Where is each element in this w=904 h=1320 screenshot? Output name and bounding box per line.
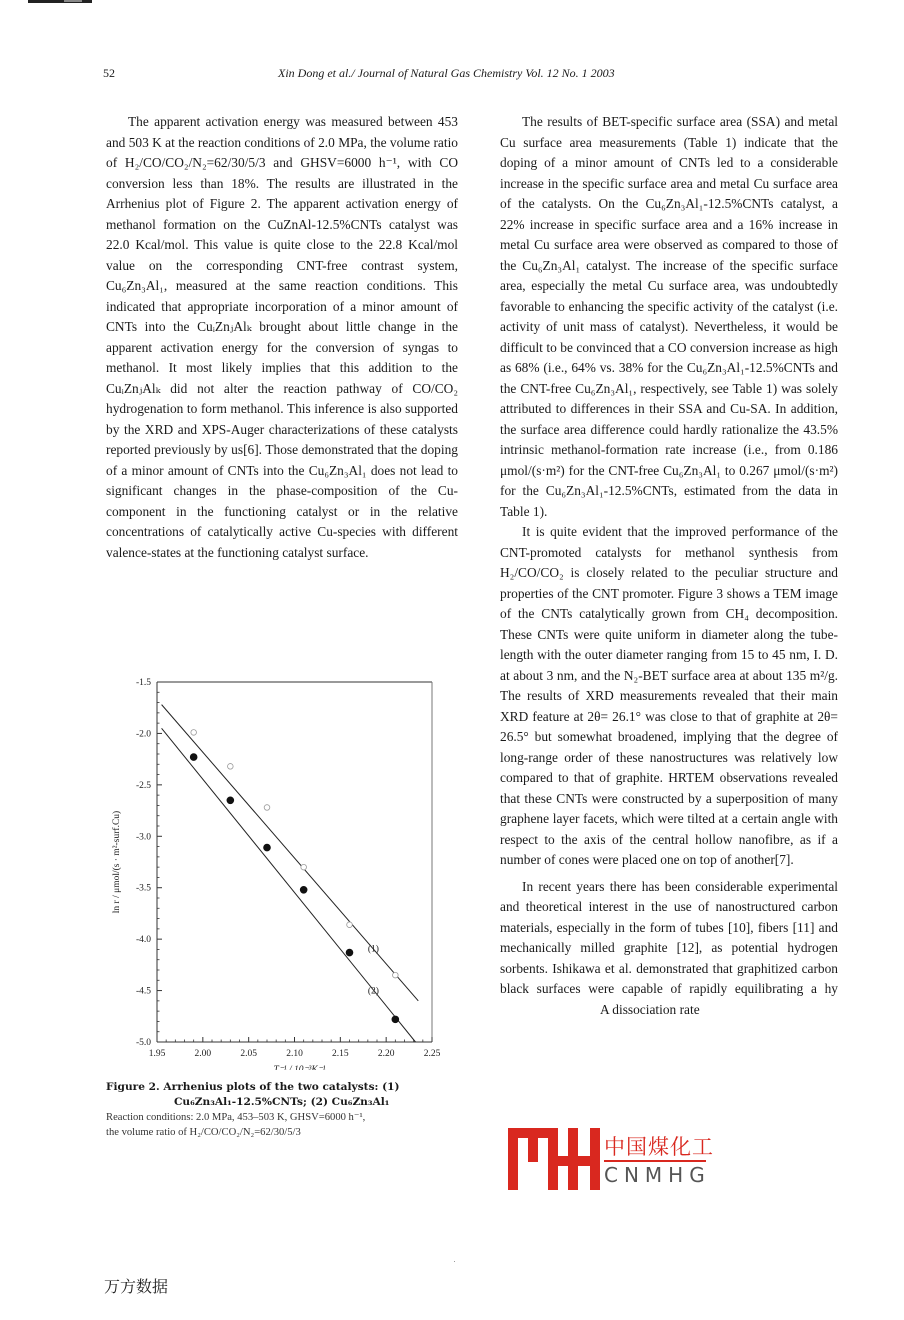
- paragraph-text: In recent years there has been considerable experimental and theoretical interest in the use of nanostructured carbon materials, especially in the form of tubes [10], fibers [11] and mechanically milled graphite [12], as potential hydrogen sorbents. Ishikawa et al. demonstrated that graphitized carbon black surfaces were capable of rapidly equilibrating a hy: [500, 878, 838, 996]
- paragraph-text-tail: A dissociation rate: [600, 1001, 700, 1017]
- caption-conditions: Reaction conditions: 2.0 MPa, 453–503 K, GHSV=6000 h⁻¹,: [106, 1112, 366, 1123]
- top-rule-accent: [64, 0, 82, 2]
- right-column: [500, 112, 838, 1020]
- y-tick-label: -1.5: [135, 678, 151, 688]
- paragraph: It is quite evident that the improved performance of the CNT-promoted catalysts for methanol synthesis from H₂/CO/CO₂ is closely related to the peculiar structure and properties of the CNT promoter. Figure 3 shows a TEM image of the CNTs catalytically grown from CH₄ decomposition. These CNTs were quite uniform in diameter along the tube-length with the outer diameter ranging from 15 to 45 nm, I. D. at about 3 nm, and the N₂-BET surface area at about 135 m²/g. The results of XRD measurements revealed that their main XRD feature at 2θ= 26.1° was close to that of graphite at 2θ= 26.5° but somewhat broadened, implying that the degree of long-range order of these nanostructures was relatively low compared to that of graphite. HRTEM observations revealed that these CNTs were constructed by a superposition of many graphene layer facets, which were tilted at a certain angle with respect to the axis of the central hollow nanofibre, as if a number of cones were placed one on top of another[7].: [500, 524, 838, 867]
- chart-ticks: [157, 682, 432, 1042]
- y-tick-label: -5.0: [135, 1038, 151, 1048]
- x-tick-label: 2.25: [423, 1049, 441, 1059]
- x-tick-label: 1.95: [148, 1049, 166, 1059]
- data-point-series-2: [346, 949, 353, 956]
- y-tick-label: -3.5: [135, 883, 151, 894]
- top-rule: [28, 0, 92, 3]
- data-point-series-2: [264, 844, 271, 851]
- x-tick-label: 2.10: [286, 1049, 303, 1059]
- x-tick-label: 2.00: [194, 1049, 212, 1059]
- data-point-series-1: [191, 730, 197, 736]
- watermark-chinese-text: 中国煤化工: [604, 1135, 714, 1159]
- data-point-series-2: [300, 886, 307, 893]
- watermark-english-text: CNMHG: [604, 1163, 711, 1187]
- x-tick-label: 2.20: [377, 1049, 395, 1059]
- data-point-series-2: [392, 1016, 399, 1023]
- series-label-2: (2): [367, 986, 379, 997]
- figure-2: [103, 670, 463, 1070]
- x-tick-label: 2.05: [240, 1049, 257, 1059]
- figure-caption: [106, 1080, 466, 1140]
- paragraph: [500, 877, 838, 1021]
- data-point-series-1: [347, 922, 353, 928]
- paragraph: The results of BET-specific surface area (SSA) and metal Cu surface area measurements (Table 1) indicate that the doping of a minor amount of CNTs led to a considerable increase in the specific surface area and metal Cu surface area of the catalysts. On the Cu₆Zn₃Al₁-12.5%CNTs catalyst, a 22% increase in specific surface area and a 16% increase in metal Cu surface area were observed as compared to those of the Cu₆Zn₃Al₁ catalyst. The increase of the specific surface area, especially the metal Cu surface area, was undoubtedly favorable to enhancing the specific activity of the catalyst (i.e. activity of unit mass of catalyst). Nevertheless, it would be difficult to be convinced that a CO conversion increase as high as 68% (i.e., 64% vs. 38% for the Cu₆Zn₃Al₁-12.5%CNTs and the CNT-free Cu₆Zn₃Al₁, respectively, see Table 1) was solely attributed to differences in their SSA and Cu-SA. In addition, the surface area difference could hardly rationalize the 43.5% intrinsic methanol-formation rate increase (i.e., from 0.186 μmol/(s·m²) for the CNT-free Cu₆Zn₃Al₁ to 0.267 μmol/(s·m²) for the Cu₆Zn₃Al₁-12.5%CNTs, estimated from the data in Table 1).: [500, 114, 838, 519]
- arrhenius-chart: [103, 670, 463, 1070]
- fit-line-series-1: [162, 705, 419, 1001]
- y-tick-label: -4.5: [135, 986, 151, 997]
- page-number: 52: [103, 66, 115, 80]
- data-point-series-1: [228, 764, 234, 770]
- mh-logo-icon: [508, 1128, 600, 1190]
- data-point-series-2: [227, 797, 234, 804]
- chart-fit-lines: [162, 705, 419, 1042]
- running-title: Xin Dong et al./ Journal of Natural Gas Chemistry Vol. 12 No. 1 2003: [278, 66, 615, 80]
- y-tick-label: -2.0: [135, 729, 151, 740]
- caption-title: Figure 2. Arrhenius plots of the two catalysts: (1): [106, 1081, 400, 1093]
- chart-axes: [157, 682, 432, 1042]
- x-axis-label: T⁻¹ / 10⁻³K⁻¹: [273, 1065, 326, 1070]
- data-point-series-1: [264, 805, 270, 811]
- data-point-series-2: [190, 754, 197, 761]
- footer-brand: 万方数据: [104, 1277, 169, 1296]
- x-tick-label: 2.15: [332, 1049, 349, 1059]
- paragraph: The apparent activation energy was measured between 453 and 503 K at the reaction conditions of 2.0 MPa, the volume ratio of H₂/CO/CO₂/N₂=62/30/5/3 and GHSV=6000 h⁻¹, with CO conversion less than 18%. The results are illustrated in the Arrhenius plot of Figure 2. The apparent activation energy of methanol formation on the CuZnAl-12.5%CNTs catalyst was 22.0 Kcal/mol. This value is quite close to the 22.8 Kcal/mol value on the corresponding CNT-free contrast system, Cu₆Zn₃Al₁, measured at the same reaction conditions. This indicated that appropriate incorporation of a minor amount of CNTs into the CuᵢZnⱼAlₖ brought about little change in the apparent activation energy for the conversion of syngas to methanol. It most likely implies that this addition to the CuᵢZnⱼAlₖ did not alter the reaction pathway of CO/CO₂ hydrogenation to form methanol. This inference is also supported by the XRD and XPS-Auger characterizations of these catalysts reported previously by us[6]. Those demonstrated that the doping of a minor amount of CNTs into the Cu₆Zn₃Al₁ does not lead to significant changes in the phase-composition of the Cu-component in the functioning catalyst or in the relative concentrations of catalytically active Cu-species with different valence-states at the functioning catalyst surface.: [106, 114, 458, 560]
- scan-speck: [454, 1261, 455, 1262]
- cnmhg-watermark: [508, 1128, 718, 1190]
- y-axis-label: ln r / μmol/(s · m²-surf.Cu): [112, 810, 122, 914]
- watermark-divider: [604, 1160, 706, 1162]
- data-point-series-1: [301, 864, 307, 870]
- series-label-1: (1): [367, 944, 379, 955]
- y-tick-label: -4.0: [135, 935, 151, 946]
- y-tick-label: -3.0: [135, 832, 151, 843]
- data-point-series-1: [393, 972, 399, 978]
- left-column: [106, 112, 458, 563]
- y-tick-label: -2.5: [135, 780, 151, 791]
- caption-title-line2: Cu₆Zn₃Al₁-12.5%CNTs; (2) Cu₆Zn₃Al₁: [174, 1096, 390, 1108]
- caption-conditions-line2: the volume ratio of H₂/CO/CO₂/N₂=62/30/5/3: [106, 1127, 301, 1138]
